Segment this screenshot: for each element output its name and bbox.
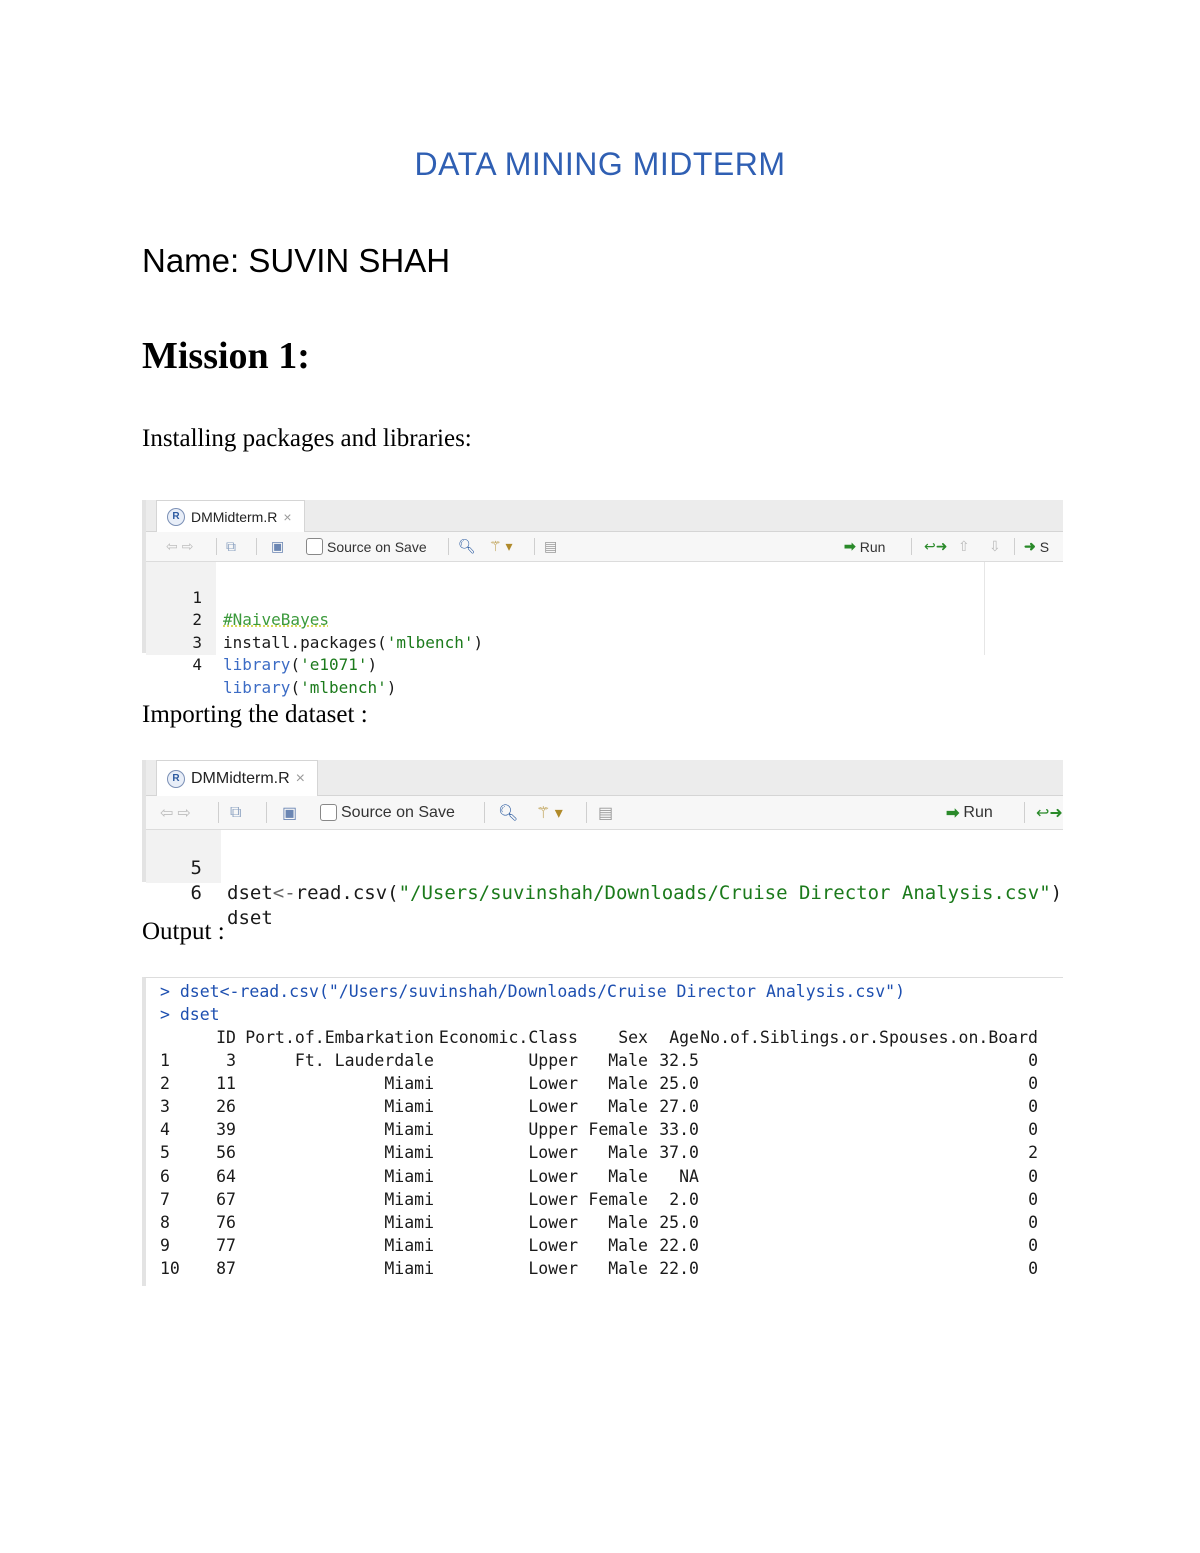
column-header: Age <box>669 1028 699 1047</box>
notebook-icon[interactable]: ▤ <box>598 804 614 822</box>
table-cell: Male <box>608 1212 648 1232</box>
table-cell: 25.0 <box>659 1074 699 1094</box>
table-cell: 64 <box>216 1166 236 1186</box>
code-text: install.packages('mlbench') <box>223 632 484 652</box>
table-cell: Lower <box>528 1212 578 1232</box>
source-on-save-toggle[interactable] <box>306 532 427 561</box>
source-on-save-toggle[interactable] <box>320 796 455 829</box>
down-arrow-icon[interactable]: ⇩ <box>989 538 1001 554</box>
section-label-output: Output : <box>142 918 225 945</box>
code-area-1[interactable] <box>146 562 1063 697</box>
run-arrow-icon: ➡ <box>946 804 960 822</box>
save-icon[interactable]: ▣ <box>271 538 285 554</box>
table-cell: 76 <box>216 1212 236 1232</box>
table-cell: Lower <box>528 1143 578 1163</box>
run-label: Run <box>859 538 886 555</box>
editor-panel-1 <box>142 500 1063 697</box>
file-tab-label: DMMidterm.R <box>191 769 290 787</box>
student-name: Name: SUVIN SHAH <box>142 242 451 279</box>
source-button-label: S <box>1039 538 1050 555</box>
table-cell: Male <box>608 1166 648 1186</box>
table-cell: NA <box>679 1166 699 1186</box>
table-cell: Miami <box>384 1074 434 1094</box>
table-cell: 3 <box>226 1051 236 1070</box>
search-icon[interactable]: 🔍︎ <box>458 538 476 554</box>
row-name: 9 <box>160 1235 170 1255</box>
table-cell: Male <box>608 1074 648 1094</box>
nav-buttons <box>166 532 193 561</box>
mission-heading: Mission 1: <box>142 335 310 377</box>
table-cell: Upper <box>528 1051 578 1070</box>
search-icon[interactable]: 🔍︎ <box>498 804 519 822</box>
file-tab[interactable] <box>156 500 305 532</box>
table-cell: 0 <box>1028 1120 1038 1140</box>
table-cell: Male <box>608 1051 648 1070</box>
table-cell: Lower <box>528 1189 578 1209</box>
code-area-2[interactable] <box>146 830 1063 929</box>
rerun-icon[interactable]: ↩➜ <box>924 538 948 554</box>
table-cell: Miami <box>384 1097 434 1117</box>
table-cell: 2 <box>1028 1143 1038 1163</box>
line-number: 6 <box>190 882 202 904</box>
row-name: 10 <box>160 1258 180 1278</box>
table-cell: 32.5 <box>659 1051 699 1070</box>
magic-wand-icon[interactable]: ⚚ ▾ <box>489 538 513 554</box>
table-cell: Miami <box>384 1143 434 1163</box>
close-tab-icon[interactable]: × <box>295 769 306 787</box>
editor-tab-bar <box>146 760 1063 796</box>
table-cell: Miami <box>384 1166 434 1186</box>
show-in-window-icon[interactable]: ⧉ <box>226 538 236 554</box>
editor-panel-2 <box>142 760 1063 929</box>
row-name: 4 <box>160 1120 170 1140</box>
column-header: Sex <box>618 1028 648 1047</box>
row-name: 6 <box>160 1166 170 1186</box>
table-cell: Miami <box>384 1258 434 1278</box>
row-name: 7 <box>160 1189 170 1209</box>
source-arrow-icon: ➜ <box>1024 538 1036 554</box>
table-cell: 0 <box>1028 1074 1038 1094</box>
column-header: No.of.Siblings.or.Spouses.on.Board <box>700 1028 1038 1047</box>
table-cell: 56 <box>216 1143 236 1163</box>
column-header: ID <box>216 1028 236 1047</box>
table-cell: 0 <box>1028 1235 1038 1255</box>
table-cell: 67 <box>216 1189 236 1209</box>
r-file-icon: R <box>167 508 185 526</box>
r-file-icon: R <box>167 770 185 788</box>
table-cell: Lower <box>528 1235 578 1255</box>
document-title: DATA MINING MIDTERM <box>414 146 786 182</box>
table-cell: 77 <box>216 1235 236 1255</box>
line-number: 1 <box>192 587 202 607</box>
section-label-import: Importing the dataset : <box>142 701 368 728</box>
save-icon[interactable]: ▣ <box>282 804 298 822</box>
row-name: 5 <box>160 1143 170 1163</box>
table-cell: Female <box>588 1120 648 1140</box>
table-cell: 2.0 <box>669 1189 699 1209</box>
column-header: Economic.Class <box>438 1028 578 1047</box>
table-cell: 37.0 <box>659 1143 699 1163</box>
run-button[interactable] <box>844 532 885 561</box>
code-text: dset<-read.csv("/Users/suvinshah/Downloads/Cruise Director Analysis.csv") <box>227 882 1063 904</box>
table-cell: 27.0 <box>659 1097 699 1117</box>
console-output <box>142 977 1063 1286</box>
code-text: dset <box>227 907 273 929</box>
source-on-save-checkbox[interactable] <box>306 538 323 555</box>
table-cell: 0 <box>1028 1051 1038 1070</box>
rerun-icon[interactable]: ↩➜ <box>1036 804 1063 822</box>
line-number: 5 <box>190 857 202 879</box>
up-arrow-icon[interactable]: ⇧ <box>958 538 970 554</box>
table-cell: 0 <box>1028 1258 1038 1278</box>
table-cell: 22.0 <box>659 1235 699 1255</box>
code-text: library('mlbench') <box>223 677 397 697</box>
forward-arrow-icon[interactable]: ⇨ <box>181 538 194 554</box>
line-number: 2 <box>192 610 202 629</box>
table-cell: 25.0 <box>659 1212 699 1232</box>
table-cell: Miami <box>384 1235 434 1255</box>
table-cell: 39 <box>216 1120 236 1140</box>
source-on-save-label: Source on Save <box>327 538 427 555</box>
row-name: 1 <box>160 1051 170 1070</box>
table-cell: Miami <box>384 1120 434 1140</box>
show-in-window-icon[interactable]: ⧉ <box>230 803 242 821</box>
file-tab-label: DMMidterm.R <box>191 508 278 525</box>
run-label: Run <box>963 803 993 821</box>
notebook-icon[interactable]: ▤ <box>544 538 558 554</box>
table-cell: Lower <box>528 1097 578 1117</box>
line-number: 4 <box>192 655 202 674</box>
table-cell: 87 <box>216 1258 236 1278</box>
source-on-save-label: Source on Save <box>341 803 455 821</box>
table-cell: Lower <box>528 1166 578 1186</box>
run-button[interactable] <box>946 796 993 829</box>
table-cell: Lower <box>528 1074 578 1094</box>
table-cell: 0 <box>1028 1166 1038 1186</box>
row-name: 3 <box>160 1097 170 1117</box>
run-arrow-icon: ➡ <box>844 538 856 554</box>
code-text: library('e1071') <box>223 655 378 674</box>
editor-tab-bar <box>146 500 1063 532</box>
column-header: Port.of.Embarkation <box>245 1028 434 1047</box>
table-cell: Ft. Lauderdale <box>294 1051 434 1070</box>
editor-toolbar <box>146 532 1063 562</box>
row-name: 8 <box>160 1212 170 1232</box>
table-cell: Female <box>588 1189 648 1209</box>
back-arrow-icon[interactable]: ⇦ <box>160 804 174 822</box>
table-cell: Upper <box>528 1120 578 1140</box>
table-cell: 26 <box>216 1097 236 1117</box>
line-number: 3 <box>192 632 202 652</box>
console-command: > dset<-read.csv("/Users/suvinshah/Downloads/Cruise Director Analysis.csv") <box>160 982 906 1001</box>
table-cell: Miami <box>384 1189 434 1209</box>
close-tab-icon[interactable]: × <box>283 508 292 525</box>
table-cell: Male <box>608 1097 648 1117</box>
table-cell: Male <box>608 1235 648 1255</box>
nav-buttons <box>160 796 191 829</box>
table-cell: 0 <box>1028 1212 1038 1232</box>
row-name: 2 <box>160 1074 170 1094</box>
magic-wand-icon[interactable]: ⚚ ▾ <box>536 804 563 822</box>
table-cell: 22.0 <box>659 1258 699 1278</box>
code-line <box>146 830 1063 904</box>
table-cell: 0 <box>1028 1097 1038 1117</box>
table-cell: Male <box>608 1143 648 1163</box>
table-cell: 33.0 <box>659 1120 699 1140</box>
console-command: > dset <box>160 1005 220 1024</box>
source-on-save-checkbox[interactable] <box>320 804 337 821</box>
table-cell: Male <box>608 1258 648 1278</box>
table-cell: 11 <box>216 1074 236 1094</box>
editor-toolbar <box>146 796 1063 830</box>
forward-arrow-icon[interactable]: ⇨ <box>177 804 191 822</box>
source-button[interactable] <box>1024 532 1049 561</box>
table-cell: Lower <box>528 1258 578 1278</box>
table-cell: Miami <box>384 1212 434 1232</box>
back-arrow-icon[interactable]: ⇦ <box>166 538 178 554</box>
code-line <box>146 562 1063 629</box>
file-tab[interactable] <box>156 760 318 796</box>
section-label-install: Installing packages and libraries: <box>142 425 472 452</box>
table-cell: 0 <box>1028 1189 1038 1209</box>
code-text: #NaiveBayes <box>223 610 329 629</box>
